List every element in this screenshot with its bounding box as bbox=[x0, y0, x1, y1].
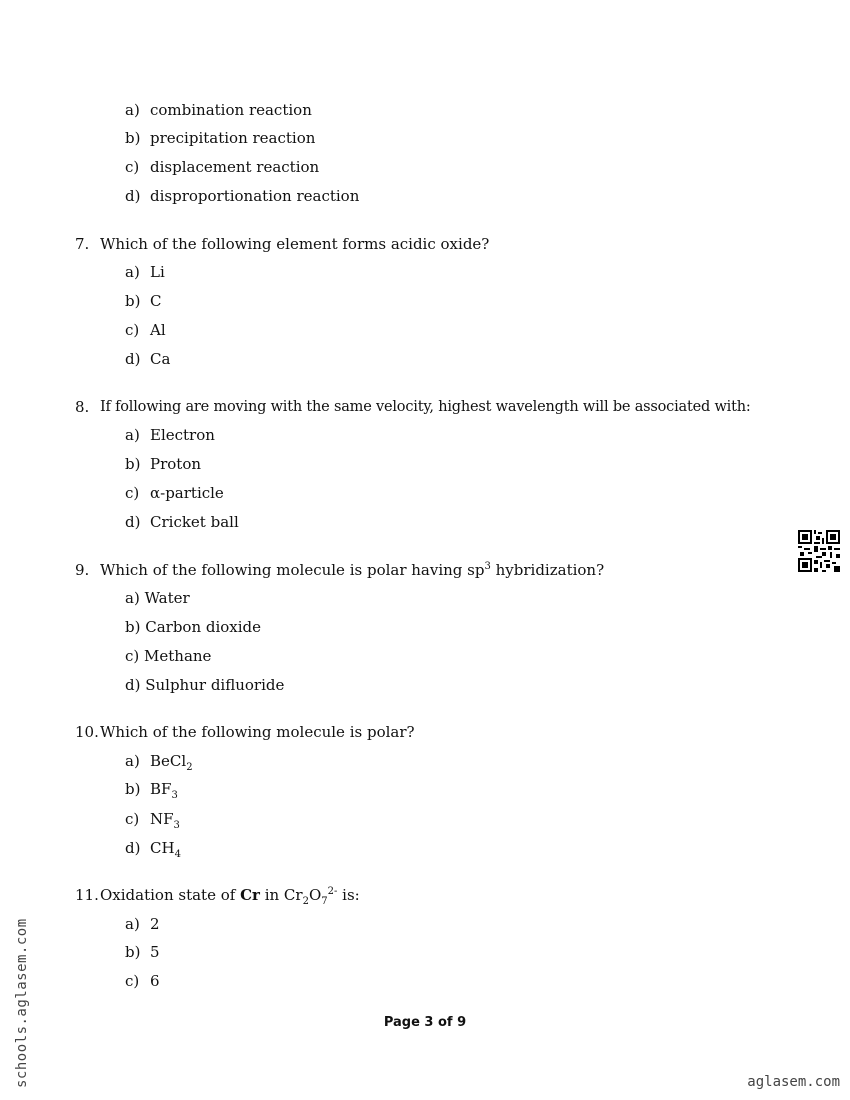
q8-option-b-letter: b) bbox=[125, 455, 141, 473]
q11-text-after: is: bbox=[337, 886, 360, 904]
q6-option-d-letter: d) bbox=[125, 187, 141, 205]
q10-option-b-base: BF bbox=[150, 780, 172, 798]
q11-option-c-text: 6 bbox=[150, 972, 160, 990]
q8-option-c-letter: c) bbox=[125, 484, 140, 502]
q8-option-a-text: Electron bbox=[150, 426, 215, 444]
q10-number: 10. bbox=[75, 723, 99, 741]
q10-option-b-text bbox=[150, 780, 178, 801]
q6-option-b-letter: b) bbox=[125, 129, 141, 147]
q10-option-b-sub: 3 bbox=[171, 790, 178, 801]
q11-sup: 2- bbox=[327, 886, 338, 897]
q11-o: O bbox=[308, 886, 322, 904]
q10-option-a-base: BeCl bbox=[150, 752, 187, 770]
corner-watermark: aglasem.com bbox=[747, 1074, 840, 1090]
q7-option-a-text: Li bbox=[150, 263, 165, 281]
q9-option-c: c) Methane bbox=[125, 647, 212, 665]
q11-option-b-text: 5 bbox=[150, 943, 160, 961]
side-watermark: schools.aglasem.com bbox=[14, 918, 30, 1088]
q10-option-a-text bbox=[150, 752, 193, 773]
q9-option-b: b) Carbon dioxide bbox=[125, 618, 262, 636]
q7-option-d-text: Ca bbox=[150, 350, 171, 368]
q8-option-b-text: Proton bbox=[150, 455, 202, 473]
q6-option-c-text: displacement reaction bbox=[150, 158, 320, 176]
q11-sub1: 2 bbox=[302, 896, 309, 907]
q9-text-after: hybridization? bbox=[490, 561, 605, 579]
q10-option-d-text bbox=[150, 839, 181, 860]
q7-option-d-letter: d) bbox=[125, 350, 141, 368]
q6-option-c-letter: c) bbox=[125, 158, 140, 176]
q11-option-c-letter: c) bbox=[125, 972, 140, 990]
q10-option-d-letter: d) bbox=[125, 839, 141, 857]
q7-number: 7. bbox=[75, 235, 90, 253]
q10-option-c-letter: c) bbox=[125, 810, 140, 828]
q11-bold-cr: Cr bbox=[240, 886, 260, 904]
q11-text bbox=[100, 886, 360, 907]
q11-option-b-letter: b) bbox=[125, 943, 141, 961]
page-number: Page 3 of 9 bbox=[383, 1015, 467, 1030]
q9-text bbox=[100, 561, 604, 579]
q10-option-b-letter: b) bbox=[125, 780, 141, 798]
q8-option-a-letter: a) bbox=[125, 426, 140, 444]
q7-option-c-letter: c) bbox=[125, 321, 140, 339]
q10-option-a-letter: a) bbox=[125, 752, 140, 770]
q7-option-c-text: Al bbox=[150, 321, 166, 339]
q9-text-before: Which of the following molecule is polar having sp bbox=[100, 561, 485, 579]
q10-option-d-sub: 4 bbox=[174, 849, 181, 860]
q6-option-a-letter: a) bbox=[125, 101, 140, 119]
q10-option-c-base: NF bbox=[150, 810, 174, 828]
q9-option-a: a) Water bbox=[125, 589, 190, 607]
q9-option-d: d) Sulphur difluoride bbox=[125, 676, 285, 694]
qr-code-icon bbox=[798, 530, 840, 572]
q10-option-d-base: CH bbox=[150, 839, 175, 857]
q7-option-a-letter: a) bbox=[125, 263, 140, 281]
q9-number: 9. bbox=[75, 561, 90, 579]
q6-option-b-text: precipitation reaction bbox=[150, 129, 316, 147]
q8-option-d-text: Cricket ball bbox=[150, 513, 239, 531]
q10-option-a-sub: 2 bbox=[186, 762, 193, 773]
q6-option-a-text: combination reaction bbox=[150, 101, 312, 119]
q8-option-d-letter: d) bbox=[125, 513, 141, 531]
q10-option-c-sub: 3 bbox=[173, 820, 180, 831]
q11-option-a-letter: a) bbox=[125, 915, 140, 933]
q11-sub2: 7 bbox=[321, 896, 328, 907]
q9-sup: 3 bbox=[484, 561, 491, 572]
q11-number: 11. bbox=[75, 886, 99, 904]
q7-option-b-letter: b) bbox=[125, 292, 141, 310]
q7-text: Which of the following element forms acidic oxide? bbox=[100, 235, 490, 253]
q7-option-b-text: C bbox=[150, 292, 162, 310]
q11-text-in: in Cr bbox=[259, 886, 303, 904]
q11-text-before: Oxidation state of bbox=[100, 886, 241, 904]
q8-text: If following are moving with the same velocity, highest wavelength will be associated with: bbox=[100, 399, 751, 415]
q6-option-d-text: disproportionation reaction bbox=[150, 187, 360, 205]
q11-option-a-text: 2 bbox=[150, 915, 160, 933]
q8-number: 8. bbox=[75, 398, 90, 416]
q8-option-c-text: α-particle bbox=[150, 484, 224, 502]
q10-text: Which of the following molecule is polar? bbox=[100, 723, 415, 741]
q10-option-c-text bbox=[150, 810, 180, 831]
